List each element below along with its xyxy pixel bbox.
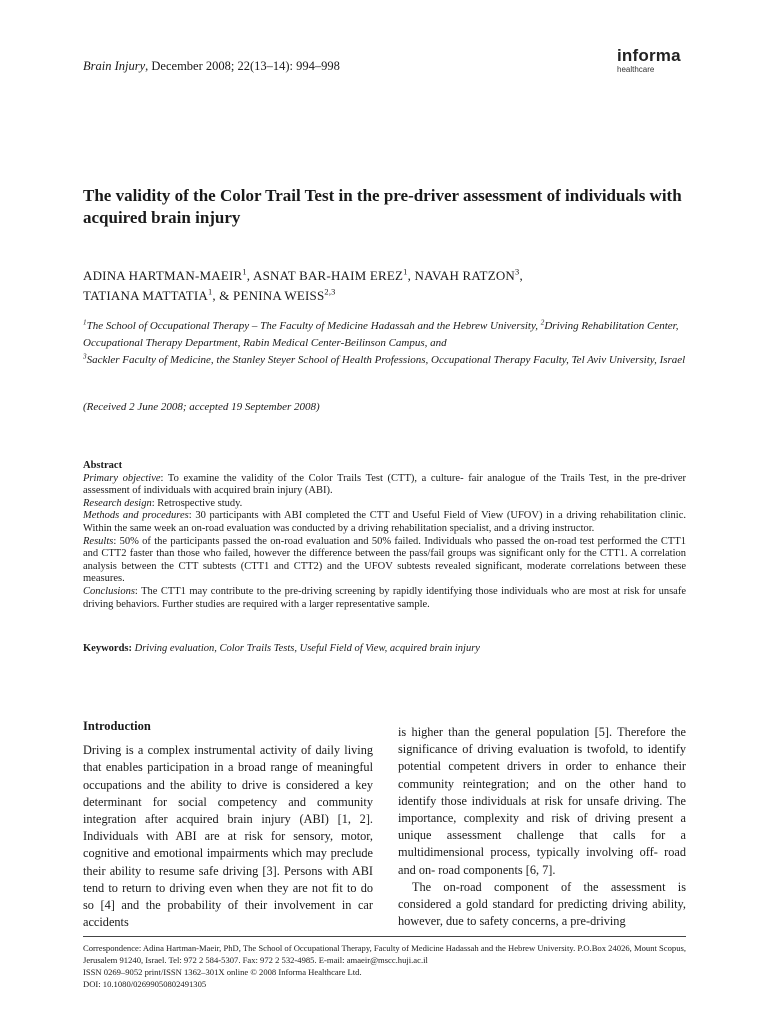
affiliations xyxy=(83,318,688,369)
abstract-objective xyxy=(83,473,686,498)
publisher-logo xyxy=(617,47,681,74)
abstract-label: Conclusions xyxy=(83,585,135,597)
abstract-heading: Abstract xyxy=(83,460,123,471)
abstract-text: : To examine the validity of the Color Trails Test (CTT), a culture- fair analogue of the Trails Test, in the pre-driver assessment of individuals with acquired brain injury (ABI). xyxy=(83,472,686,497)
keywords xyxy=(83,643,686,654)
author-sup: 1 xyxy=(207,286,213,297)
author-separator: , xyxy=(519,268,523,283)
abstract-design xyxy=(83,498,686,511)
affiliation-sup: 3 xyxy=(83,352,87,361)
footer xyxy=(83,942,686,990)
abstract-methods xyxy=(83,510,686,535)
affiliation-text: Sackler Faculty of Medicine, the Stanley Steyer School of Health Professions, Occupational Therapy Faculty, Tel Aviv University, Israel xyxy=(86,354,686,366)
keywords-label: Keywords: xyxy=(83,643,132,654)
author-name: , ASNAT BAR-HAIM EREZ xyxy=(246,268,404,283)
doi: DOI: 10.1080/02699050802491305 xyxy=(83,979,207,989)
author-name: , NAVAH RATZON xyxy=(407,268,516,283)
correspondence: Correspondence: Adina Hartman-Maeir, PhD, The School of Occupational Therapy, Faculty of Medicine Hadassah and the Hebrew University. P.O.Box 24026, Mount Scopus, Jerusalem 91240, Israel. Tel: 972 2 584-5307. Fax: 972 2 532-4985. E-mail: amaeir@mscc.huji.ac.il xyxy=(83,943,686,965)
author-name: TATIANA MATTATIA xyxy=(83,288,208,303)
author-sup: 3 xyxy=(515,266,520,277)
keywords-text: Driving evaluation, Color Trails Tests, Useful Field of View, acquired brain injury xyxy=(132,643,480,654)
abstract-label: Results xyxy=(83,535,114,547)
abstract-text: : 50% of the participants passed the on-road evaluation and 50% failed. Individuals who passed the on-road test performed the CTT1 and CTT2 faster than those who failed, however the difference between the pass/fail groups was significant only for the CTT1. A correlation analysis between the CTT subtests (CTT1 and CTT2) and the UFOV subtests revealed significant, moderate correlations between these measures. xyxy=(83,535,686,585)
abstract-label: Primary objective xyxy=(83,472,161,484)
body-paragraph: The on-road component of the assessment is considered a gold standard for predicting driving ability, however, due to safety concerns, a pre-driving xyxy=(398,879,686,929)
journal-details: , December 2008; 22(13–14): 994–998 xyxy=(145,59,340,73)
abstract-results xyxy=(83,536,686,586)
author-name: , & PENINA WEISS xyxy=(212,288,325,303)
received-dates: (Received 2 June 2008; accepted 19 September 2008) xyxy=(83,401,320,413)
author-sup: 1 xyxy=(403,266,408,277)
section-heading: Introduction xyxy=(83,719,151,733)
body-paragraph: Driving is a complex instrumental activity of daily living that enables participation in a broad range of meaningful occupations and the ability to drive is considered a key determinant for social competency and community integration after acquired brain injury (ABI) [1, 2]. Individuals with ABI are at risk for sensory, motor, cognitive and emotional impairments which may preclude their ability to resume safe driving [3]. Persons with ABI tend to return to driving even when they are not fit to do so [4] and the probability of their involvement in car accidents xyxy=(83,743,373,930)
affiliation-sup: 2 xyxy=(540,318,545,327)
body-paragraph: is higher than the general population [5]. Therefore the significance of driving evaluation is twofold, to identify potential competent drivers in order to enhance their community reintegration; and on the other hand to identify those individuals at risk for unsafe driving. The importance, complexity and risk of driving present a unique assessment challenge that calls for a multidimensional process, typically involving off- road and on- road components [6, 7]. xyxy=(398,725,686,877)
author-name: ADINA HARTMAN-MAEIR xyxy=(83,268,243,283)
affiliation-text: Driving Rehabilitation Center, Occupational Therapy Department, Rabin Medical Center-Beilinson Campus, and xyxy=(83,320,679,349)
journal-name: Brain Injury xyxy=(83,59,146,73)
abstract-text: : 30 participants with ABI completed the CTT and Useful Field of View (UFOV) in a driving rehabilitation clinic. Within the same week an on-road evaluation was conducted by a driving rehabilitation specialist, and a driving instructor. xyxy=(83,510,686,534)
body-column-right xyxy=(398,724,686,930)
footer-divider xyxy=(83,936,686,937)
abstract-text: : Retrospective study. xyxy=(151,497,243,509)
article-title: The validity of the Color Trail Test in the pre-driver assessment of individuals with acquired brain injury xyxy=(83,186,682,227)
abstract xyxy=(83,460,686,611)
abstract-label: Research design xyxy=(83,497,152,509)
author-list xyxy=(83,266,693,306)
author-sup: 2,3 xyxy=(324,286,336,297)
issn: ISSN 0269–9052 print/ISSN 1362–301X online © 2008 Informa Healthcare Ltd. xyxy=(83,967,362,977)
affiliation-sup: 1 xyxy=(83,318,87,327)
abstract-text: : The CTT1 may contribute to the pre-driving screening by rapidly identifying those individuals who are most at risk for unsafe driving behaviors. Further studies are required with a larger representative sample. xyxy=(83,585,686,610)
logo-brand: informa xyxy=(617,46,681,65)
logo-sub: healthcare xyxy=(617,65,655,74)
author-sup: 1 xyxy=(242,266,247,277)
body-column-left xyxy=(83,718,373,931)
journal-citation xyxy=(83,59,340,74)
affiliation-text: The School of Occupational Therapy – The Faculty of Medicine Hadassah and the Hebrew University, xyxy=(86,320,541,332)
abstract-label: Methods and procedures xyxy=(83,510,189,522)
abstract-conclusions xyxy=(83,586,686,611)
